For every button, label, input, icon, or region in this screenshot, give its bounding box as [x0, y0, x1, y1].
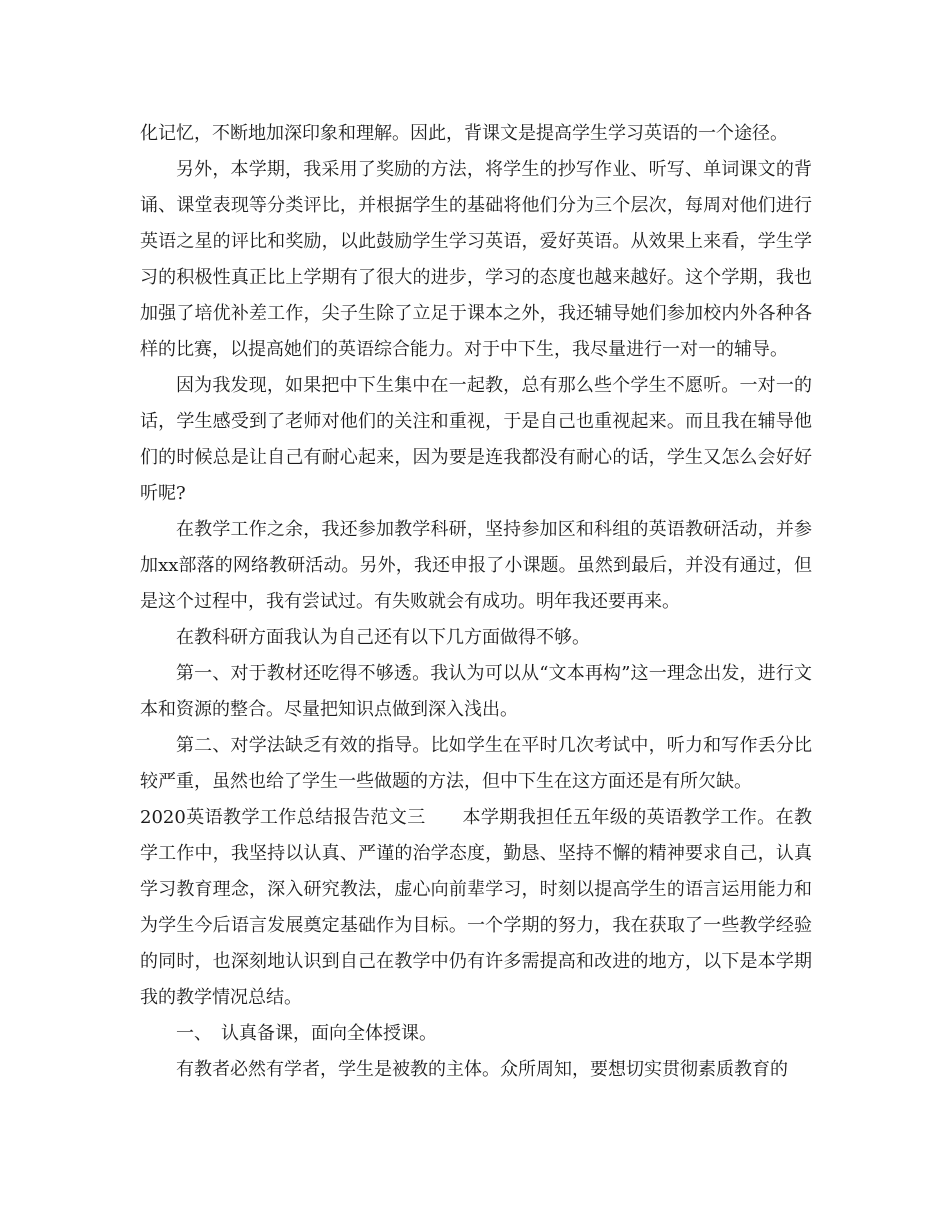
paragraph: 有教者必然有学者，学生是被教的主体。众所周知，要想切实贯彻素质教育的 [176, 1059, 788, 1080]
paragraph: 因为我发现，如果把中下生集中在一起教，总有那么些个学生不愿听。一对一的话，学生感受到了老师对他们的关注和重视，于是自己也重视起来。而且我在辅导他们的时候总是让自己有耐心起来，因为要是连我都没有耐心的话，学生又怎么会好好听呢? [140, 375, 812, 504]
paragraph-section-heading: 2020英语教学工作总结报告范文三 本学期我担任五年级的英语教学工作。在教学工作中，我坚持以认真、严谨的治学态度，勤恳、坚持不懈的精神要求自己，认真学习教育理念，深入研究教法，虚心向前辈学习，时刻以提高学生的语言运用能力和为学生今后语言发展奠定基础作为目标。一个学期的努力，我在获取了一些教学经验的同时，也深刻地认识到自己在教学中仍有许多需提高和改进的地方，以下是本学期我的教学情况总结。 [140, 807, 812, 1008]
paragraph: 第二、对学法缺乏有效的指导。比如学生在平时几次考试中，听力和写作丢分比较严重，虽然也给了学生一些做题的方法，但中下生在这方面还是有所欠缺。 [140, 735, 812, 792]
paragraph: 化记忆，不断地加深印象和理解。因此，背课文是提高学生学习英语的一个途径。 [140, 123, 788, 144]
paragraph: 第一、对于教材还吃得不够透。我认为可以从“文本再构”这一理念出发，进行文本和资源的整合。尽量把知识点做到深入浅出。 [140, 663, 812, 720]
document-body [140, 116, 812, 1088]
paragraph: 另外，本学期，我采用了奖励的方法，将学生的抄写作业、听写、单词课文的背诵、课堂表现等分类评比，并根据学生的基础将他们分为三个层次，每周对他们进行英语之星的评比和奖励，以此鼓励学生学习英语，爱好英语。从效果上来看，学生学习的积极性真正比上学期有了很大的进步，学习的态度也越来越好。这个学期，我也加强了培优补差工作，尖子生除了立足于课本之外，我还辅导她们参加校内外各种各样的比赛，以提高她们的英语综合能力。对于中下生，我尽量进行一对一的辅导。 [140, 159, 812, 360]
paragraph: 在教科研方面我认为自己还有以下几方面做得不够。 [176, 627, 590, 648]
list-item-heading: 一、 认真备课，面向全体授课。 [176, 1023, 437, 1044]
paragraph: 在教学工作之余，我还参加教学科研，坚持参加区和科组的英语教研活动，并参加xx部落的网络教研活动。另外，我还申报了小课题。虽然到最后，并没有通过，但是这个过程中，我有尝试过。有失败就会有成功。明年我还要再来。 [140, 519, 812, 612]
